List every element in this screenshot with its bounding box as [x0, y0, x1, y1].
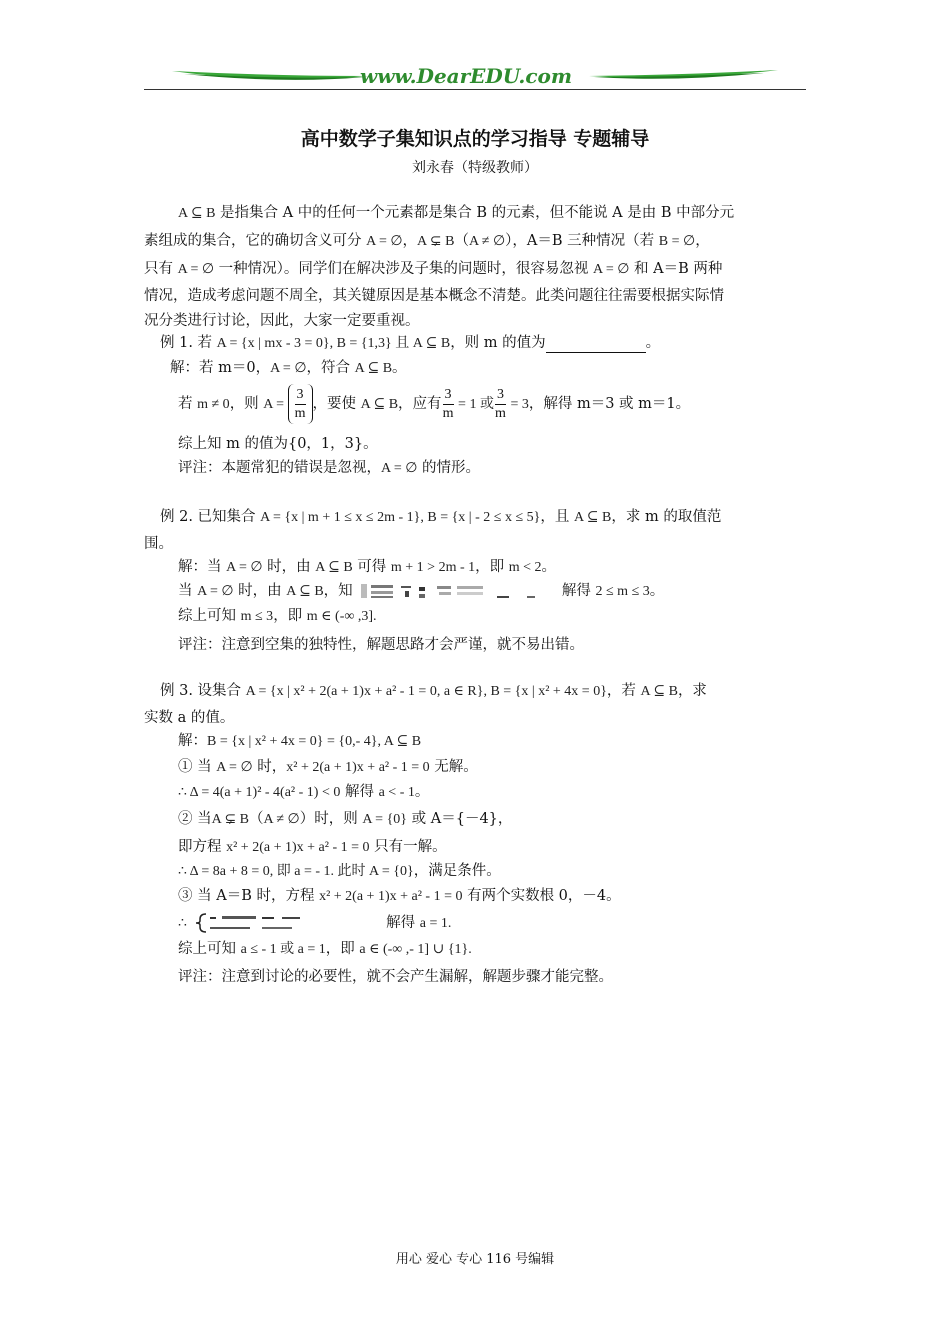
ex3-case-3: ③ 当 A＝B 时，方程 x² + 2(a + 1)x + a² - 1 = 0 有两个实数根 0，－4。	[178, 888, 621, 904]
ex1-comment: 评注：本题常犯的错误是忽视，A = ∅ 的情形。	[178, 460, 481, 476]
ex2-solution-2: 当 A = ∅ 时，由 A ⊆ B，知 解得 2 ≤ m ≤ 3。	[178, 583, 665, 599]
intro-line-1: A ⊆ B 是指集合 A 中的任何一个元素都是集合 B 的元素，但不能说 A 是由 B 中部分元	[178, 205, 735, 221]
answer-blank	[546, 338, 646, 353]
intro-line-3: 只有 A = ∅ 一种情况）。同学们在解决涉及子集的问题时，很容易忽视 A = ∅ 和 A＝B 两种	[144, 261, 723, 277]
header-rule	[144, 89, 806, 90]
ex3-case-3-system: ∴ 解得 a = 1.	[178, 912, 451, 934]
garbled-system-image	[192, 912, 382, 934]
ex3-case-2-eq: 即方程 x² + 2(a + 1)x + a² - 1 = 0 只有一解。	[178, 839, 447, 855]
ex2-solution-1: 解：当 A = ∅ 时，由 A ⊆ B 可得 m + 1 > 2m - 1，即 m < 2。	[178, 559, 557, 575]
intro-line-5: 况分类进行讨论，因此，大家一定要重视。	[144, 313, 420, 329]
intro-line-2: 素组成的集合，它的确切含义可分 A = ∅，A ⊊ B（A ≠ ∅），A＝B 三种情况（若 B = ∅，	[144, 233, 710, 249]
ex3-case-1-delta: ∴ Δ = 4(a + 1)² - 4(a² - 1) < 0 解得 a < - 1。	[178, 784, 430, 800]
ex2-question-2: 围。	[144, 536, 173, 552]
garbled-equation-image	[357, 582, 557, 600]
ex3-case-2-delta: ∴ Δ = 8a + 8 = 0, 即 a = - 1. 此时 A = {0}，满足条件。	[178, 863, 501, 879]
logo-text: www.DearEDU.com	[360, 64, 573, 88]
set-brace: $\frac{3}{m}$	[288, 384, 313, 424]
ex2-comment: 评注：注意到空集的独特性，解题思路才会严谨，就不易出错。	[178, 637, 584, 653]
ex2-question-1: 例 2. 已知集合 A = {x | m + 1 ≤ x ≤ 2m - 1}, B = {x | - 2 ≤ x ≤ 5}，且 A ⊆ B，求 m 的取值范	[160, 509, 722, 525]
ex1-solution-2: 若 m ≠ 0，则 A = $\frac{3}{m}$ ，要使 A ⊆ B，应有 $\frac{3}{m}$ = 1 或 $\frac{3}{m}$ = 3，解得 m＝3 或 m＝1。	[178, 384, 690, 425]
ex3-case-2: ② 当A ⊊ B（A ≠ ∅）时，则 A = {0} 或 A＝{－4}，	[178, 811, 513, 827]
page-title: 高中数学子集知识点的学习指导 专题辅导	[300, 128, 650, 150]
ex3-question-1: 例 3. 设集合 A = {x | x² + 2(a + 1)x + a² - 1 = 0, a ∈ R}, B = {x | x² + 4x = 0}，若 A ⊆ B，求	[160, 683, 707, 699]
page-footer: 用心 爱心 专心 116 号编辑	[395, 1252, 555, 1267]
intro-line-4: 情况，造成考虑问题不周全，其关键原因是基本概念不清楚。此类问题往往需要根据实际情	[144, 288, 724, 304]
ex1-solution-1: 解：若 m＝0，A = ∅，符合 A ⊆ B。	[170, 360, 407, 376]
ex3-case-1: ① 当 A = ∅ 时，x² + 2(a + 1)x + a² - 1 = 0 无解。	[178, 759, 478, 775]
ex1-question: 例 1. 若 A = {x | mx - 3 = 0}, B = {1,3} 且 A ⊆ B，则 m 的值为 。	[160, 335, 661, 351]
ex3-conclusion: 综上可知 a ≤ - 1 或 a = 1，即 a ∈ (-∞ ,- 1] ∪ {1}.	[178, 941, 472, 957]
ex3-comment: 评注：注意到讨论的必要性，就不会产生漏解，解题步骤才能完整。	[178, 969, 613, 985]
ex1-solution-3: 综上知 m 的值为{0，1，3}。	[178, 436, 378, 452]
author-line: 刘永春（特级教师）	[412, 160, 538, 176]
ex3-question-2: 实数 a 的值。	[144, 710, 235, 726]
ex2-solution-3: 综上可知 m ≤ 3，即 m ∈ (-∞ ,3].	[178, 608, 377, 624]
ex3-solution-1: 解：B = {x | x² + 4x = 0} = {0,- 4}, A ⊆ B	[178, 733, 422, 749]
